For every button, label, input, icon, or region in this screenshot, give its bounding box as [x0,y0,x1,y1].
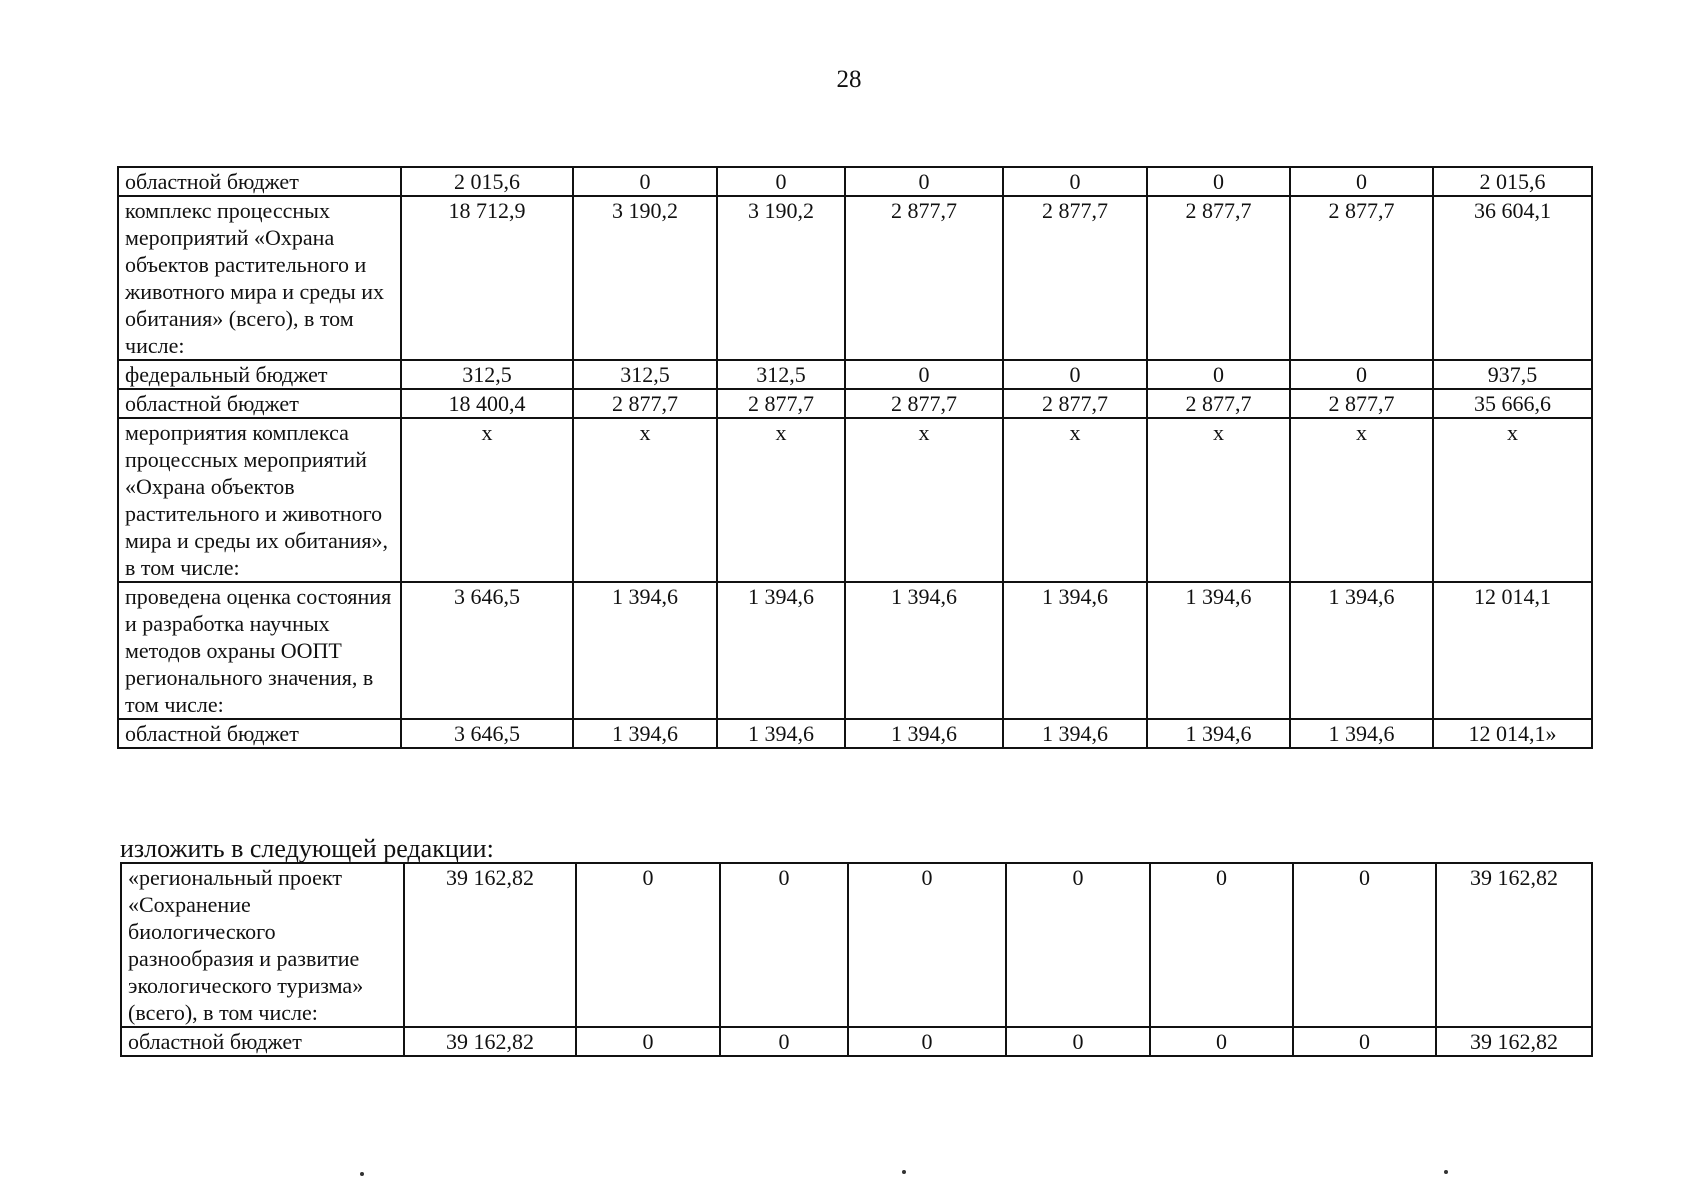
value-cell: 0 [576,1027,720,1056]
value-cell: х [573,418,717,582]
value-cell: 0 [717,167,845,196]
value-cell: х [845,418,1003,582]
value-cell: 0 [1006,863,1150,1027]
value-cell: 12 014,1 [1433,582,1592,719]
value-cell: 2 015,6 [1433,167,1592,196]
value-cell: 0 [1006,1027,1150,1056]
table-row [118,196,1592,360]
value-cell: 39 162,82 [1436,863,1592,1027]
value-cell: 0 [573,167,717,196]
value-cell: х [1433,418,1592,582]
value-cell: 1 394,6 [1003,719,1147,748]
value-cell: 0 [845,360,1003,389]
value-cell: 0 [1147,360,1290,389]
value-cell: 0 [720,1027,848,1056]
row-label-cell: федеральный бюджет [118,360,401,389]
value-cell: 0 [845,167,1003,196]
value-cell: 2 015,6 [401,167,573,196]
value-cell: 2 877,7 [573,389,717,418]
value-cell: 1 394,6 [845,582,1003,719]
value-cell: 2 877,7 [1003,389,1147,418]
table-row [118,167,1592,196]
value-cell: 39 162,82 [1436,1027,1592,1056]
value-cell: 0 [576,863,720,1027]
row-label-cell: комплекс процессных мероприятий «Охрана объектов растительного и животного мира и среды их обитания» (всего), в том числе: [118,196,401,360]
value-cell: 1 394,6 [845,719,1003,748]
table-row [118,719,1592,748]
value-cell: 1 394,6 [1147,719,1290,748]
value-cell: 312,5 [717,360,845,389]
value-cell: 39 162,82 [404,863,576,1027]
table-row [121,1027,1592,1056]
row-label-cell: областной бюджет [118,719,401,748]
row-label-cell: областной бюджет [121,1027,404,1056]
value-cell: 3 190,2 [717,196,845,360]
row-label-cell: областной бюджет [118,389,401,418]
value-cell: 1 394,6 [1290,582,1433,719]
table-row [121,863,1592,1027]
value-cell: 3 190,2 [573,196,717,360]
value-cell: 0 [1290,360,1433,389]
value-cell: 18 400,4 [401,389,573,418]
value-cell: 0 [1293,863,1436,1027]
table-row [118,389,1592,418]
table-row [118,418,1592,582]
value-cell: 2 877,7 [1003,196,1147,360]
row-label-cell: областной бюджет [118,167,401,196]
value-cell: 2 877,7 [1290,196,1433,360]
row-label-cell: «региональный проект «Сохранение биологического разнообразия и развитие экологического туризма» (всего), в том числе: [121,863,404,1027]
value-cell: 1 394,6 [573,719,717,748]
value-cell: 2 877,7 [845,389,1003,418]
value-cell: 0 [1003,360,1147,389]
value-cell: 1 394,6 [1290,719,1433,748]
value-cell: 12 014,1» [1433,719,1592,748]
value-cell: 2 877,7 [1147,196,1290,360]
value-cell: 3 646,5 [401,719,573,748]
value-cell: х [1147,418,1290,582]
value-cell: х [1003,418,1147,582]
value-cell: 2 877,7 [845,196,1003,360]
scan-dot [902,1170,906,1174]
value-cell: 1 394,6 [1003,582,1147,719]
value-cell: 0 [1150,863,1293,1027]
value-cell: 1 394,6 [717,719,845,748]
value-cell: х [717,418,845,582]
row-label-cell: проведена оценка состояния и разработка научных методов охраны ООПТ регионального значения, в том числе: [118,582,401,719]
value-cell: х [401,418,573,582]
value-cell: 3 646,5 [401,582,573,719]
budget-table-current [117,166,1593,749]
value-cell: х [1290,418,1433,582]
scan-dot [360,1172,364,1176]
value-cell: 0 [720,863,848,1027]
value-cell: 312,5 [401,360,573,389]
value-cell: 2 877,7 [1290,389,1433,418]
scan-dot [1444,1170,1448,1174]
row-label-cell: мероприятия комплекса процессных мероприятий «Охрана объектов растительного и животного мира и среды их обитания», в том числе: [118,418,401,582]
value-cell: 0 [848,1027,1006,1056]
value-cell: 937,5 [1433,360,1592,389]
value-cell: 0 [848,863,1006,1027]
value-cell: 0 [1147,167,1290,196]
value-cell: 1 394,6 [717,582,845,719]
value-cell: 2 877,7 [1147,389,1290,418]
value-cell: 312,5 [573,360,717,389]
table-row [118,582,1592,719]
budget-table-new [120,862,1593,1057]
value-cell: 35 666,6 [1433,389,1592,418]
value-cell: 0 [1293,1027,1436,1056]
page-number: 28 [836,66,862,93]
value-cell: 39 162,82 [404,1027,576,1056]
value-cell: 0 [1003,167,1147,196]
value-cell: 0 [1290,167,1433,196]
amendment-instruction: изложить в следующей редакции: [120,834,494,863]
value-cell: 36 604,1 [1433,196,1592,360]
value-cell: 1 394,6 [1147,582,1290,719]
table-row [118,360,1592,389]
value-cell: 1 394,6 [573,582,717,719]
value-cell: 18 712,9 [401,196,573,360]
value-cell: 0 [1150,1027,1293,1056]
value-cell: 2 877,7 [717,389,845,418]
